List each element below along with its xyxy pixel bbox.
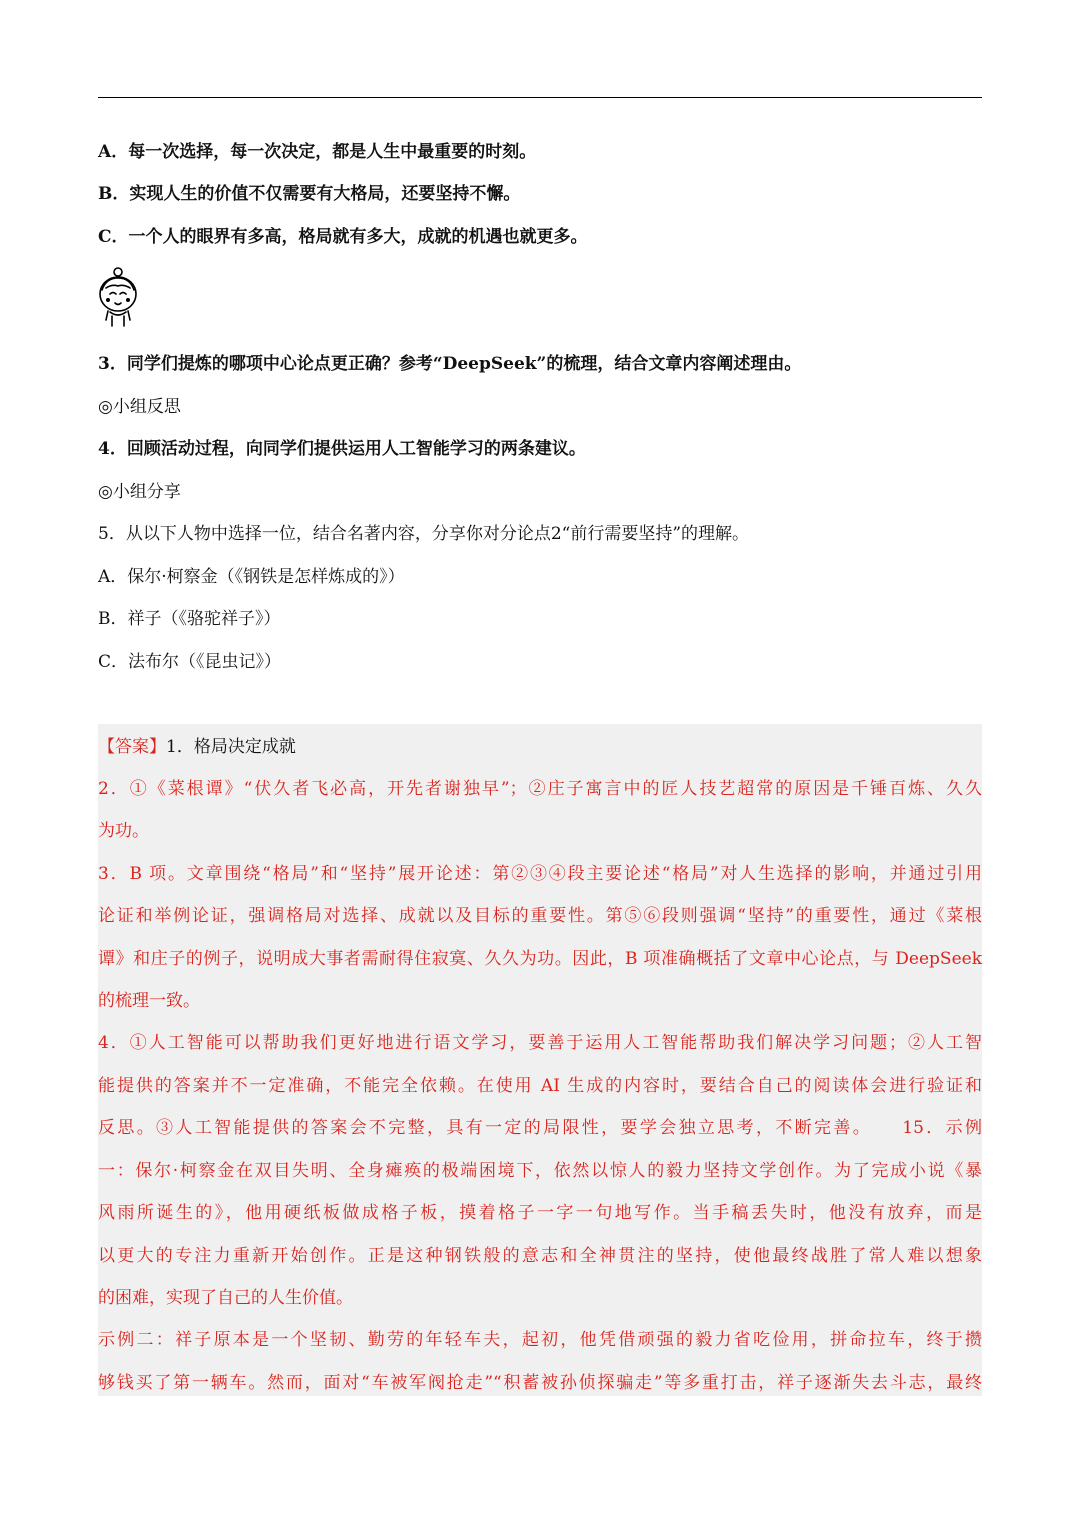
question-3: 3．同学们提炼的哪项中心论点更正确？参考“DeepSeek”的梳理，结合文章内容阐述理由。 (98, 354, 802, 374)
answer-line: 2．①《菜根谭》“伏久者飞必高，开先者谢独早”；②庄子寓言中的匠人技艺超常的原因是千锤百炼、久久 (98, 779, 982, 799)
answer-text-1: 1．格局决定成就 (166, 737, 296, 757)
answer-line: 示例二：祥子原本是一个坚韧、勤劳的年轻车夫，起初，他凭借顽强的毅力省吃俭用，拼命拉车，终于攒 (98, 1330, 982, 1350)
option-b: B．实现人生的价值不仅需要有大格局，还要坚持不懈。 (98, 184, 521, 204)
answer-line: 3．B 项。文章围绕“格局”和“坚持”展开论述：第②③④段主要论述“格局”对人生选择的影响，并通过引用 (98, 864, 982, 884)
answer-line: 4．①人工智能可以帮助我们更好地进行语文学习，要善于运用人工智能帮助我们解决学习问题；②人工智 (98, 1033, 982, 1053)
answer-line: 一：保尔·柯察金在双目失明、全身瘫痪的极端困境下，依然以惊人的毅力坚持文学创作。为了完成小说《暴 (98, 1161, 982, 1181)
header-rule (98, 97, 982, 98)
answer-line: 谭》和庄子的例子，说明成大事者需耐得住寂寞、久久为功。因此，B 项准确概括了文章中心论点，与 DeepSeek (98, 949, 982, 969)
answer-line: 反思。③人工智能提供的答案会不完整，具有一定的局限性，要学会独立思考，不断完善。 15．示例 (98, 1118, 982, 1138)
question-5: 5．从以下人物中选择一位，结合名著内容，分享你对分论点2“前行需要坚持”的理解。 (98, 524, 750, 544)
section-share: ◎小组分享 (98, 482, 181, 502)
answer-line: 的困难，实现了自己的人生价值。 (98, 1288, 353, 1308)
q5-option-a: A．保尔·柯察金（《钢铁是怎样炼成的》） (98, 567, 405, 587)
answer-line-1 (98, 735, 982, 759)
answer-line: 论证和举例论证，强调格局对选择、成就以及目标的重要性。第⑤⑥段则强调“坚持”的重要性，通过《菜根 (98, 906, 982, 926)
answer-line: 能提供的答案并不一定准确，不能完全依赖。在使用 AI 生成的内容时，要结合自己的阅读体会进行验证和 (98, 1076, 982, 1096)
option-a: A．每一次选择，每一次决定，都是人生中最重要的时刻。 (98, 142, 537, 162)
girl-cartoon-icon (96, 266, 140, 330)
answer-line: 为功。 (98, 821, 149, 841)
answer-line: 的梳理一致。 (98, 991, 200, 1011)
option-c: C．一个人的眼界有多高，格局就有多大，成就的机遇也就更多。 (98, 227, 588, 247)
q5-option-b: B．祥子（《骆驼祥子》） (98, 609, 281, 629)
q5-option-c: C．法布尔（《昆虫记》） (98, 652, 282, 672)
section-reflect: ◎小组反思 (98, 397, 181, 417)
question-4: 4．回顾活动过程，向同学们提供运用人工智能学习的两条建议。 (98, 439, 586, 459)
answer-line: 风雨所诞生的》，他用硬纸板做成格子板，摸着格子一字一句地写作。当手稿丢失时，他没有放弃，而是 (98, 1203, 982, 1223)
answer-line: 以更大的专注力重新开始创作。正是这种钢铁般的意志和全神贯注的坚持，使他最终战胜了常人难以想象 (98, 1246, 982, 1266)
answer-label: 【答案】 (98, 737, 166, 757)
answer-line: 够钱买了第一辆车。然而，面对“车被军阀抢走”“积蓄被孙侦探骗走”等多重打击，祥子逐渐失去斗志，最终 (98, 1373, 982, 1393)
